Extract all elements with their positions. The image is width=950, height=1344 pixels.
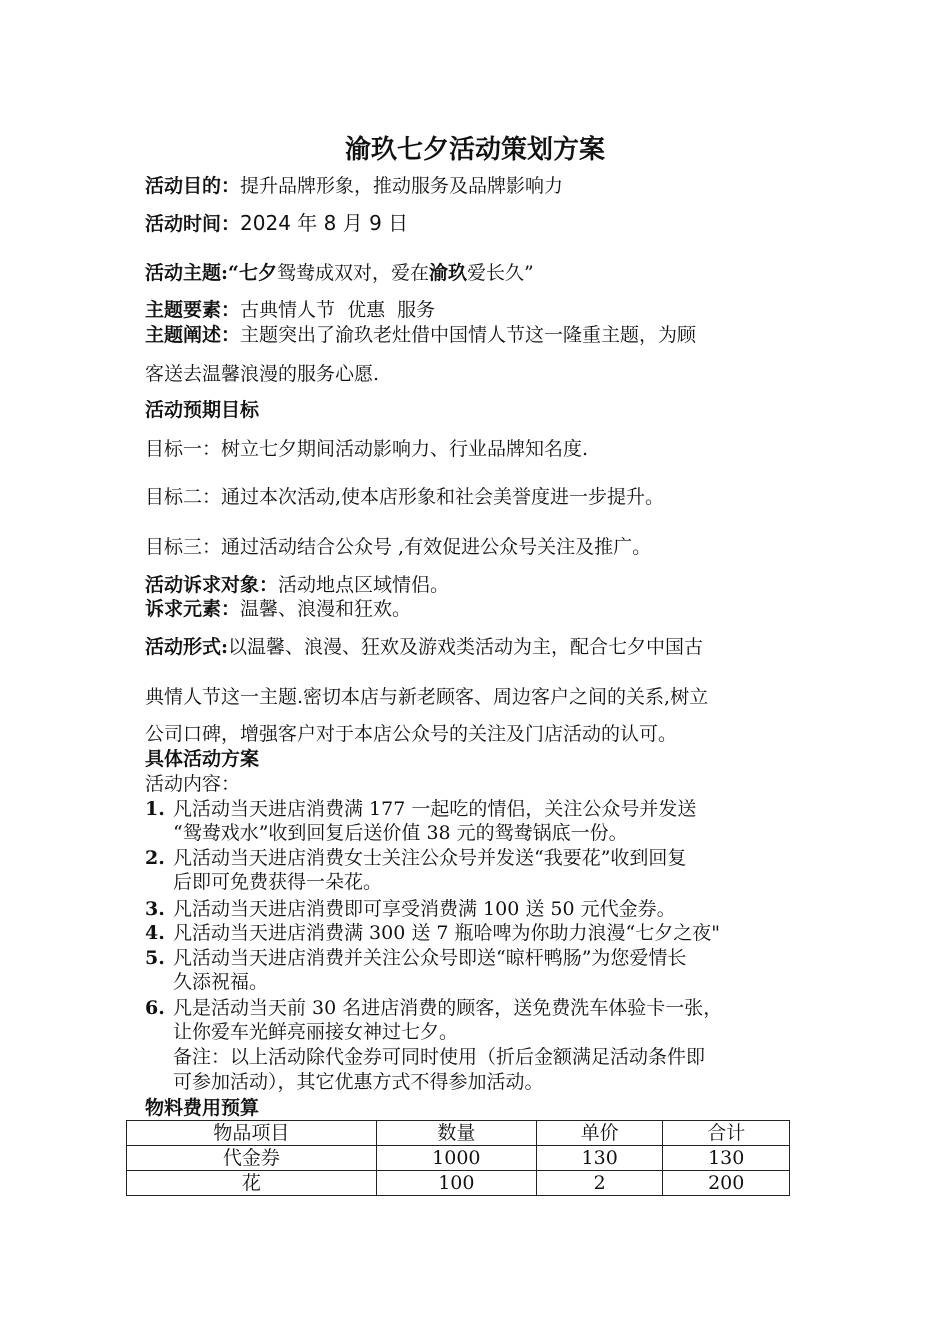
theme-label: 活动主题:: [145, 262, 229, 284]
item-2-number: 2.: [145, 847, 165, 869]
cell-item: 花: [127, 1171, 377, 1196]
cell-quantity: 1000: [376, 1146, 536, 1171]
item-6-line-1: 凡是活动当天前 30 名进店消费的顾客，送免费洗车体验卡一张，: [173, 997, 723, 1019]
purpose-label: 活动目的：: [145, 175, 241, 197]
appeal-label: 诉求元素：: [145, 598, 241, 620]
theme-part-2: 鸳鸯成双对，爱在: [276, 262, 429, 284]
theme-part-1: 七夕: [238, 262, 277, 284]
theme-part-3: 渝玖: [428, 262, 467, 284]
cell-unit-price: 2: [536, 1171, 663, 1196]
plan-heading: 具体活动方案: [145, 748, 260, 770]
form-line-2: 典情人节这一主题.密切本店与新老顾客、周边客户之间的关系,树立: [145, 686, 709, 708]
theme-quote-open: “: [228, 262, 239, 284]
cell-item: 代金券: [127, 1146, 377, 1171]
audience-text: 活动地点区域情侣。: [278, 574, 450, 596]
item-1-line-2: “鸳鸯戏水”收到回复后送价值 38 元的鸳鸯锅底一份。: [173, 822, 628, 844]
audience-line: [145, 573, 449, 597]
goal-2: 目标二：通过本次活动,使本店形象和社会美誉度进一步提升。: [145, 486, 665, 508]
item-5-line-1: 凡活动当天进店消费并关注公众号即送“晾杆鸭肠”为您爱情长: [173, 947, 687, 969]
item-4-line-1: 凡活动当天进店消费满 300 送 7 瓶哈啤为你助力浪漫“七夕之夜": [173, 922, 720, 944]
item-2-line-2: 后即可免费获得一朵花。: [173, 871, 383, 893]
item-3-line-1: 凡活动当天进店消费即可享受消费满 100 送 50 元代金券。: [173, 898, 676, 920]
header-quantity: 数量: [376, 1121, 536, 1146]
item-6-number: 6.: [145, 997, 165, 1019]
item-2-line-1: 凡活动当天进店消费女士关注公众号并发送“我要花”收到回复: [173, 847, 687, 869]
item-4-number: 4.: [145, 922, 165, 944]
cell-total: 200: [663, 1171, 790, 1196]
audience-label: 活动诉求对象：: [145, 574, 279, 596]
time-text: 2024 年 8 月 9 日: [240, 211, 409, 235]
cell-total: 130: [663, 1146, 790, 1171]
form-label: 活动形式:: [145, 636, 229, 658]
appeal-text: 温馨、浪漫和狂欢。: [240, 598, 412, 620]
item-5-line-2: 久添祝福。: [173, 971, 269, 993]
theme-line: [145, 261, 534, 285]
purpose-line: [145, 174, 563, 198]
time-label: 活动时间：: [145, 213, 241, 235]
header-item: 物品项目: [127, 1121, 377, 1146]
purpose-text: 提升品牌形象，推动服务及品牌影响力: [240, 175, 564, 197]
explain-line-1: [145, 323, 696, 347]
form-line-3: 公司口碑，增强客户对于本店公众号的关注及门店活动的认可。: [145, 723, 678, 745]
item-3-number: 3.: [145, 898, 165, 920]
elements-text: 古典情人节 优惠 服务: [240, 299, 436, 321]
document-title: 渝玖七夕活动策划方案: [344, 135, 605, 165]
goals-heading: 活动预期目标: [145, 399, 260, 421]
goal-1: 目标一：树立七夕期间活动影响力、行业品牌知名度.: [145, 438, 589, 460]
cell-quantity: 100: [376, 1171, 536, 1196]
item-5-number: 5.: [145, 947, 165, 969]
header-total: 合计: [663, 1121, 790, 1146]
header-unit-price: 单价: [536, 1121, 663, 1146]
theme-part-4: 爱长久”: [467, 262, 534, 284]
elements-label: 主题要素：: [145, 299, 241, 321]
table-row: [127, 1146, 790, 1171]
note-line-1: 备注：以上活动除代金券可同时使用（折后金额满足活动条件即: [173, 1046, 706, 1068]
note-line-2: 可参加活动），其它优惠方式不得参加活动。: [173, 1071, 544, 1093]
item-1-line-1: 凡活动当天进店消费满 177 一起吃的情侣，关注公众号并发送: [173, 798, 697, 820]
budget-table: [126, 1120, 790, 1196]
goal-3: 目标三：通过活动结合公众号 ,有效促进公众号关注及推广。: [145, 536, 652, 558]
table-header-row: [127, 1121, 790, 1146]
explain-label: 主题阐述：: [145, 324, 241, 346]
cell-unit-price: 130: [536, 1146, 663, 1171]
form-line-1: [145, 635, 703, 659]
item-6-line-2: 让你爱车光鲜亮丽接女神过七夕。: [173, 1021, 459, 1043]
item-1-number: 1.: [145, 798, 165, 820]
explain-text-1: 主题突出了渝玖老灶借中国情人节这一隆重主题，为顾: [240, 324, 697, 346]
content-label: 活动内容：: [145, 773, 241, 795]
budget-heading: 物料费用预算: [145, 1097, 260, 1119]
form-text-1: 以温馨、浪漫、狂欢及游戏类活动为主，配合七夕中国古: [228, 636, 704, 658]
elements-line: [145, 298, 435, 322]
appeal-line: [145, 597, 411, 621]
explain-line-2: 客送去温馨浪漫的服务心愿.: [145, 363, 380, 385]
time-line: [145, 211, 408, 236]
table-row: [127, 1171, 790, 1196]
